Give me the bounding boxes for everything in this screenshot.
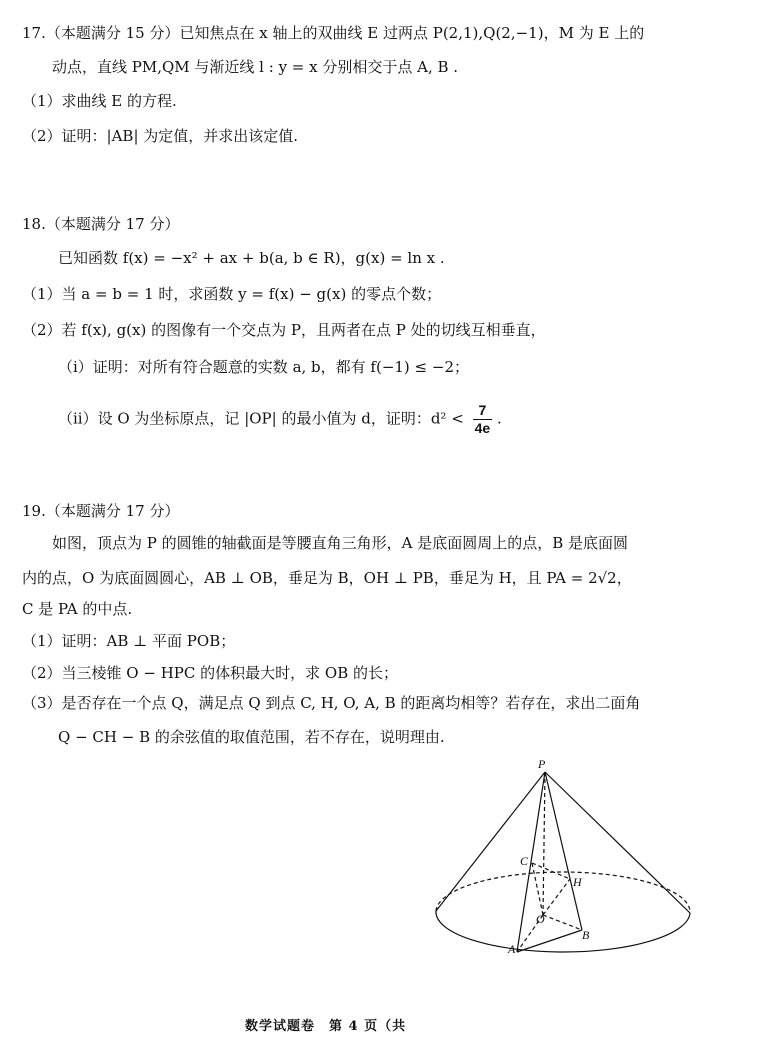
label-C: C [520, 854, 529, 868]
q19-part1: （1）证明：AB ⊥ 平面 POB； [22, 632, 236, 650]
q18-part2: （2）若 f(x), g(x) 的图像有一个交点为 P，且两者在点 P 处的切线互相垂直， [22, 321, 546, 339]
segment-CH [532, 863, 570, 879]
base-back-arc [436, 872, 690, 913]
label-A: A [508, 942, 516, 956]
segment-OC [532, 863, 543, 915]
q17-part1: （1）求曲线 E 的方程. [22, 92, 177, 110]
q17-part2: （2）证明：|AB| 为定值，并求出该定值. [22, 127, 299, 145]
label-B: B [582, 928, 590, 942]
label-H: H [573, 875, 582, 889]
q18-part2-ii-text: （ii）设 O 为坐标原点，记 |OP| 的最小值为 d，证明：d² < [58, 409, 464, 428]
q18-part1: （1）当 a = b = 1 时，求函数 y = f(x) − g(x) 的零点个数； [22, 285, 442, 303]
q17-header: 17.（本题满分 15 分）已知焦点在 x 轴上的双曲线 E 过两点 P(2,1),Q(2,−1)，M 为 E 上的 [22, 24, 645, 42]
q18-part2-i: （i）证明：对所有符合题意的实数 a, b，都有 f(−1) ≤ −2； [58, 358, 470, 376]
cone-left-edge [436, 772, 545, 911]
cone-right-edge [545, 772, 690, 913]
fraction-denominator: 4e [474, 420, 491, 436]
q18-part2-ii [58, 402, 502, 437]
label-P: P [538, 757, 546, 771]
q17-continuation: 动点，直线 PM,QM 与渐近线 l : y = x 分别相交于点 A, B . [52, 58, 459, 76]
segment-PB [545, 772, 582, 930]
q19-header: 19.（本题满分 17 分） [22, 502, 180, 520]
q19-text-line1: 如图，顶点为 P 的圆锥的轴截面是等腰直角三角形，A 是底面圆周上的点，B 是底面圆 [52, 534, 629, 552]
q19-text-line2: 内的点，O 为底面圆圆心，AB ⊥ OB，垂足为 B，OH ⊥ PB，垂足为 H，且 PA = 2√2， [22, 569, 632, 587]
fraction-numerator: 7 [473, 402, 493, 420]
q19-part3-cont: Q − CH − B 的余弦值的取值范围，若不存在，说明理由. [58, 728, 445, 746]
q19-part3: （3）是否存在一个点 Q，满足点 Q 到点 C, H, O, A, B 的距离均相等？若存在，求出二面角 [22, 694, 641, 712]
segment-OH [543, 879, 570, 915]
q18-header: 18.（本题满分 17 分） [22, 215, 180, 233]
fraction [473, 402, 493, 437]
segment-PO [543, 772, 545, 915]
base-front-arc [436, 911, 690, 952]
segment-OB [543, 915, 582, 930]
segment-AB [517, 930, 582, 952]
q19-part2: （2）当三棱锥 O − HPC 的体积最大时，求 OB 的长； [22, 664, 398, 682]
q19-text-line3: C 是 PA 的中点. [22, 600, 133, 618]
cone-figure [425, 755, 705, 970]
q18-given: 已知函数 f(x) = −x² + ax + b(a, b ∈ R)，g(x) = ln x . [58, 249, 445, 267]
page-footer: 数学试题卷 第 4 页（共 [245, 1019, 407, 1034]
q18-part2-ii-end: . [496, 409, 502, 428]
label-O: O [536, 912, 545, 926]
